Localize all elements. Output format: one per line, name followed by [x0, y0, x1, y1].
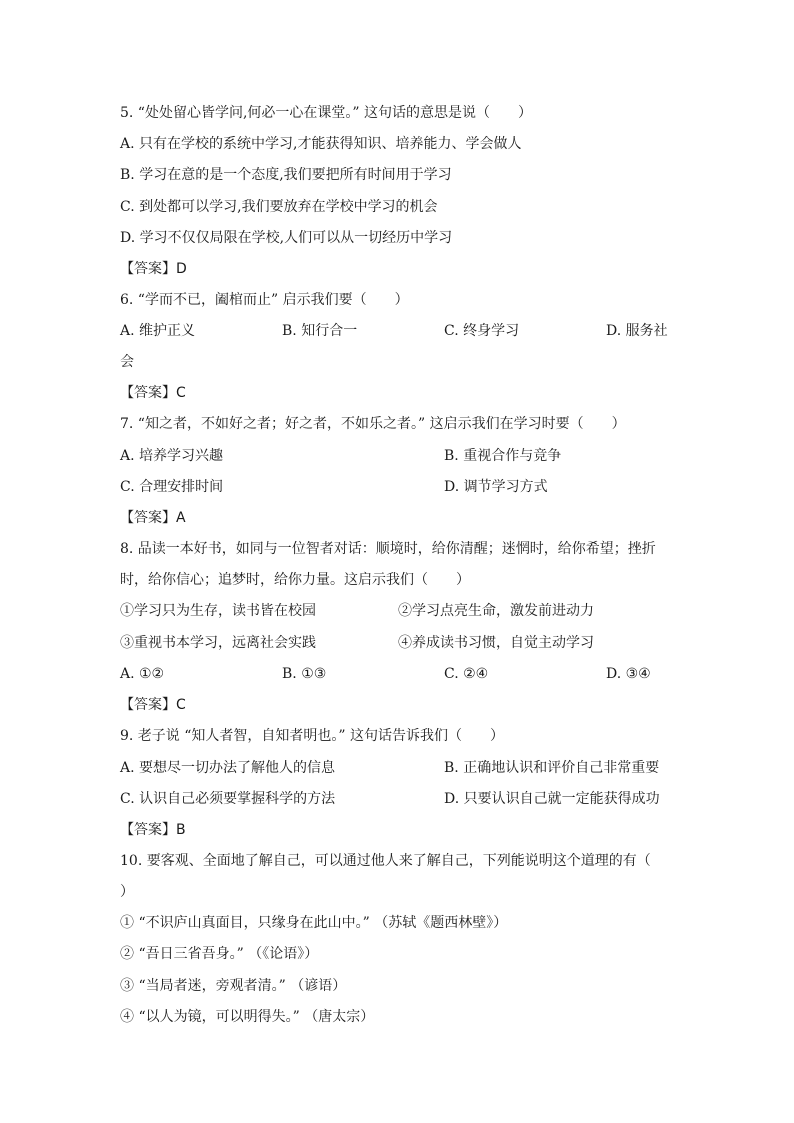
question-9-option-a: A. 要想尽一切办法了解他人的信息 — [120, 760, 336, 776]
question-7-option-b: B. 重视合作与竞争 — [444, 448, 562, 464]
question-9-option-c: C. 认识自己必须要掌握科学的方法 — [120, 791, 336, 807]
question-8-stem: 8. 品读一本好书，如同与一位智者对话：顺境时，给你清醒；迷惘时，给你希望；挫折 — [120, 541, 656, 557]
question-6-option-d: D. 服务社 — [606, 323, 668, 339]
question-7-stem: 7. “知之者，不如好之者；好之者，不如乐之者。” 这启示我们在学习时要（ ） — [120, 416, 626, 432]
question-6-stem: 6. “学而不已，阖棺而止” 启示我们要（ ） — [120, 292, 409, 308]
question-8-option-c: C. ②④ — [444, 666, 489, 682]
question-6-option-c: C. 终身学习 — [444, 323, 520, 339]
question-7-option-d: D. 调节学习方式 — [444, 479, 548, 495]
question-5-option-b: B. 学习在意的是一个态度,我们要把所有时间用于学习 — [120, 167, 452, 183]
question-7-option-a: A. 培养学习兴趣 — [120, 448, 224, 464]
question-9-option-d: D. 只要认识自己就一定能获得成功 — [444, 791, 660, 807]
question-8-statement-3: ③重视书本学习，远离社会实践 — [120, 635, 316, 651]
question-7-option-c: C. 合理安排时间 — [120, 479, 224, 495]
question-7-answer: 【答案】A — [120, 510, 186, 526]
question-5-option-c: C. 到处都可以学习,我们要放弃在学校中学习的机会 — [120, 199, 438, 215]
question-8-option-a: A. ①② — [120, 666, 165, 682]
question-5-option-a: A. 只有在学校的系统中学习,才能获得知识、培养能力、学会做人 — [120, 136, 522, 152]
question-8-answer: 【答案】C — [120, 697, 186, 713]
question-10-statement-4: ④ “以人为镜，可以明得失。” （唐太宗） — [120, 1009, 375, 1025]
question-5-answer: 【答案】D — [120, 261, 187, 277]
question-6-option-b: B. 知行合一 — [282, 323, 358, 339]
question-6-option-a: A. 维护正义 — [120, 323, 196, 339]
question-10-stem: 10. 要客观、全面地了解自己，可以通过他人来了解自己，下列能说明这个道理的有（ — [120, 853, 651, 869]
question-8-option-d: D. ③④ — [606, 666, 651, 682]
question-8-option-b: B. ①③ — [282, 666, 327, 682]
question-8-stem-cont: 时，给你信心；追梦时，给你力量。这启示我们（ ） — [120, 572, 470, 588]
question-10-statement-2: ② “吾日三省吾身。” （《论语》） — [120, 946, 319, 962]
question-5-option-d: D. 学习不仅仅局限在学校,人们可以从一切经历中学习 — [120, 230, 453, 246]
question-8-statement-1: ①学习只为生存，读书皆在校园 — [120, 603, 316, 619]
question-9-answer: 【答案】B — [120, 822, 186, 838]
question-10-stem-cont: ） — [120, 884, 134, 900]
question-9-stem: 9. 老子说 “知人者智，自知者明也。” 这句话告诉我们（ ） — [120, 728, 505, 744]
question-8-statement-2: ②学习点亮生命，激发前进动力 — [398, 603, 594, 619]
question-10-statement-1: ① “不识庐山真面目，只缘身在此山中。” （苏轼《题西林壁》） — [120, 915, 508, 931]
question-9-option-b: B. 正确地认识和评价自己非常重要 — [444, 760, 660, 776]
question-6-answer: 【答案】C — [120, 385, 186, 401]
question-5-stem: 5. “处处留心皆学问,何必一心在课堂。” 这句话的意思是说（ ） — [120, 105, 533, 121]
question-8-statement-4: ④养成读书习惯，自觉主动学习 — [398, 635, 594, 651]
question-6-option-wrap: 会 — [120, 354, 134, 370]
question-10-statement-3: ③ “当局者迷，旁观者清。” （谚语） — [120, 978, 347, 994]
